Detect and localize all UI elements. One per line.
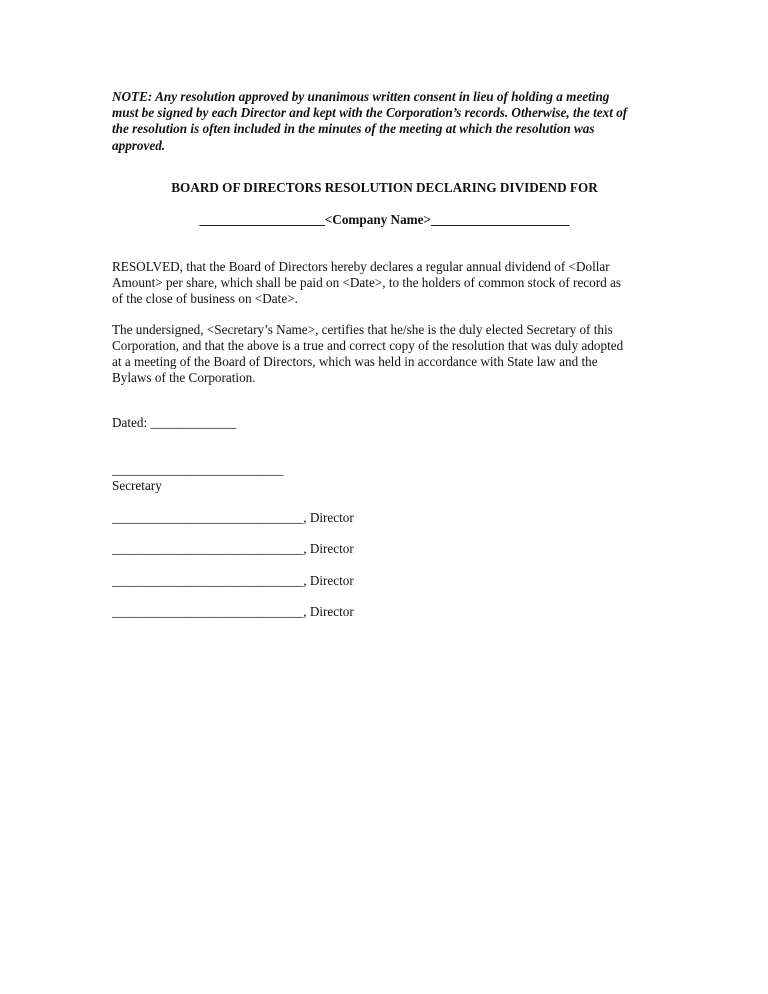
consent-note: NOTE: Any resolution approved by unanimous written consent in lieu of holding a meeting must be signed by each Director and kept with the Corporation’s records. Otherwise, the text of the resolution is often included in the minutes of the meeting at which the resolution was approved. <box>112 89 628 153</box>
director-signature-line: _____________________________, Director <box>112 573 354 588</box>
resolution-title: BOARD OF DIRECTORS RESOLUTION DECLARING DIVIDEND FOR <box>171 180 598 195</box>
secretary-signature-line: __________________________ <box>112 462 284 477</box>
resolved-paragraph: RESOLVED, that the Board of Directors hereby declares a regular annual dividend of <Dollar Amount> per share, which shall be paid on <Date>, to the holders of common stock of record as of the close of business on <Date>. <box>112 259 622 306</box>
director-signature-line: _____________________________, Director <box>112 510 354 525</box>
company-name-line: ___________________<Company Name>_____________________ <box>199 212 570 227</box>
certification-paragraph: The undersigned, <Secretary’s Name>, certifies that he/she is the duly elected Secretary of this Corporation, and that the above is a true and correct copy of the resolution that was duly adopted at a meeting of the Board of Directors, which was held in accordance with State law and the Bylaws of the Corporation. <box>112 322 624 385</box>
director-signature-line: _____________________________, Director <box>112 541 354 556</box>
dated-line: Dated: _____________ <box>112 415 237 430</box>
director-signature-line: _____________________________, Director <box>112 604 354 619</box>
secretary-label: Secretary <box>112 478 162 493</box>
